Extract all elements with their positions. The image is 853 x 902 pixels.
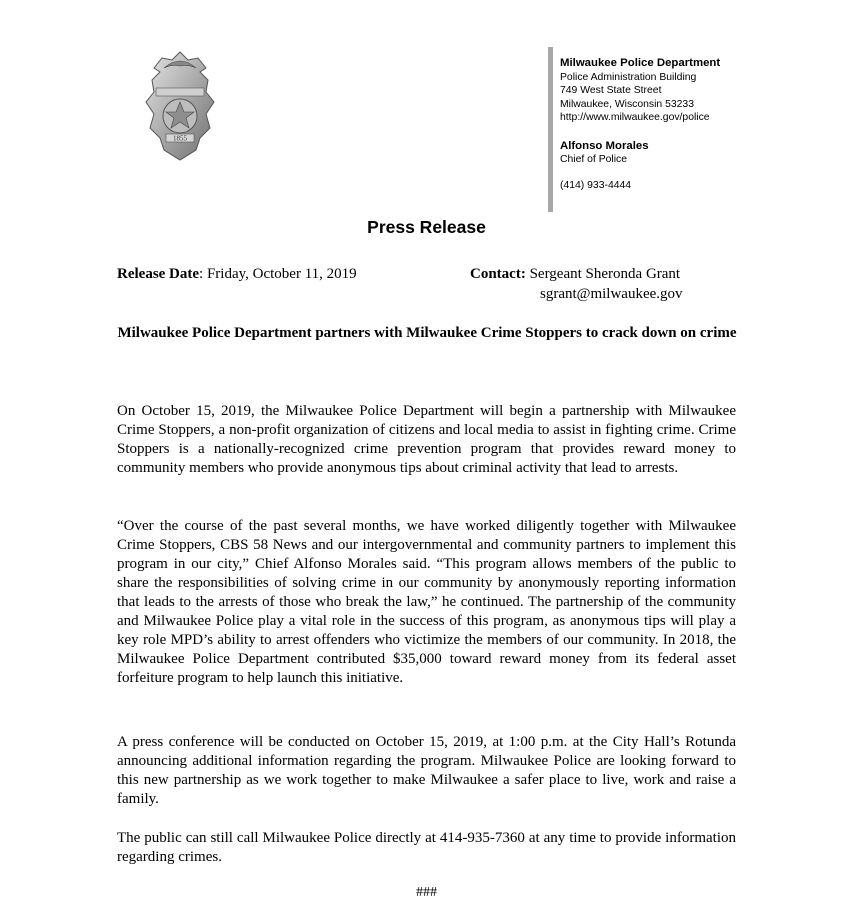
page-title: Press Release <box>367 217 486 237</box>
city-address: Milwaukee, Wisconsin 53233 <box>560 98 694 110</box>
contact-email[interactable]: sgrant@milwaukee.gov <box>540 286 683 302</box>
badge-year: 1855 <box>173 134 187 143</box>
chief-title: Chief of Police <box>560 154 627 165</box>
release-date-value: : Friday, October 11, 2019 <box>199 266 357 282</box>
department-contact-block <box>560 57 810 192</box>
building-name: Police Administration Building <box>560 71 697 83</box>
website-link[interactable]: http://www.milwaukee.gov/police <box>560 112 710 123</box>
release-date-label: Release Date <box>117 266 200 282</box>
phone-number: (414) 933-4444 <box>560 179 632 191</box>
end-mark: ### <box>416 885 437 900</box>
body-paragraph-2: “Over the course of the past several months, we have worked diligently together with Milwaukee Crime Stoppers, CBS 58 News and our intergovernmental and community partners to implement this program in our city,” Chief Alfonso Morales said. “This program allows members of the public to share the responsibilities of solving crime in our community by anonymously reporting information that leads to the arrests of those who break the law,” he continued. The partnership of the community and Milwaukee Police play a vital role in the success of this program, as anonymous tips will play a key role MPD’s ability to arrest offenders who victimize the members of our community. In 2018, the Milwaukee Police Department contributed $35,000 toward reward money from its federal asset forfeiture program to help launch this initiative. <box>117 518 736 686</box>
street-address: 749 West State Street <box>560 85 662 96</box>
release-date <box>117 265 357 284</box>
contact-name: Sergeant Sheronda Grant <box>525 266 681 282</box>
police-badge-logo <box>140 50 220 162</box>
chief-name: Alfonso Morales <box>560 139 649 152</box>
media-contact <box>470 265 680 284</box>
contact-label: Contact: <box>470 266 526 282</box>
body-paragraph-3: A press conference will be conducted on October 15, 2019, at 1:00 p.m. at the City Hall’s Rotunda announcing additional information regarding the program. Milwaukee Police are looking forward to this new partnership as we work together to make Milwaukee a safer place to live, work and raise a family. <box>117 734 736 807</box>
body-paragraph-4: The public can still call Milwaukee Police directly at 414-935-7360 at any time to provide information regarding crimes. <box>117 830 736 865</box>
header-divider-bar <box>548 47 553 212</box>
headline: Milwaukee Police Department partners with Milwaukee Crime Stoppers to crack down on crime <box>117 325 737 341</box>
department-name: Milwaukee Police Department <box>560 57 721 69</box>
body-paragraph-1: On October 15, 2019, the Milwaukee Police Department will begin a partnership with Milwaukee Crime Stoppers, a non-profit organization of citizens and local media to assist in fighting crime. Crime Stoppers is a nationally-recognized crime prevention program that provides reward money to community members who provide anonymous tips about criminal activity that lead to arrests. <box>117 403 736 476</box>
